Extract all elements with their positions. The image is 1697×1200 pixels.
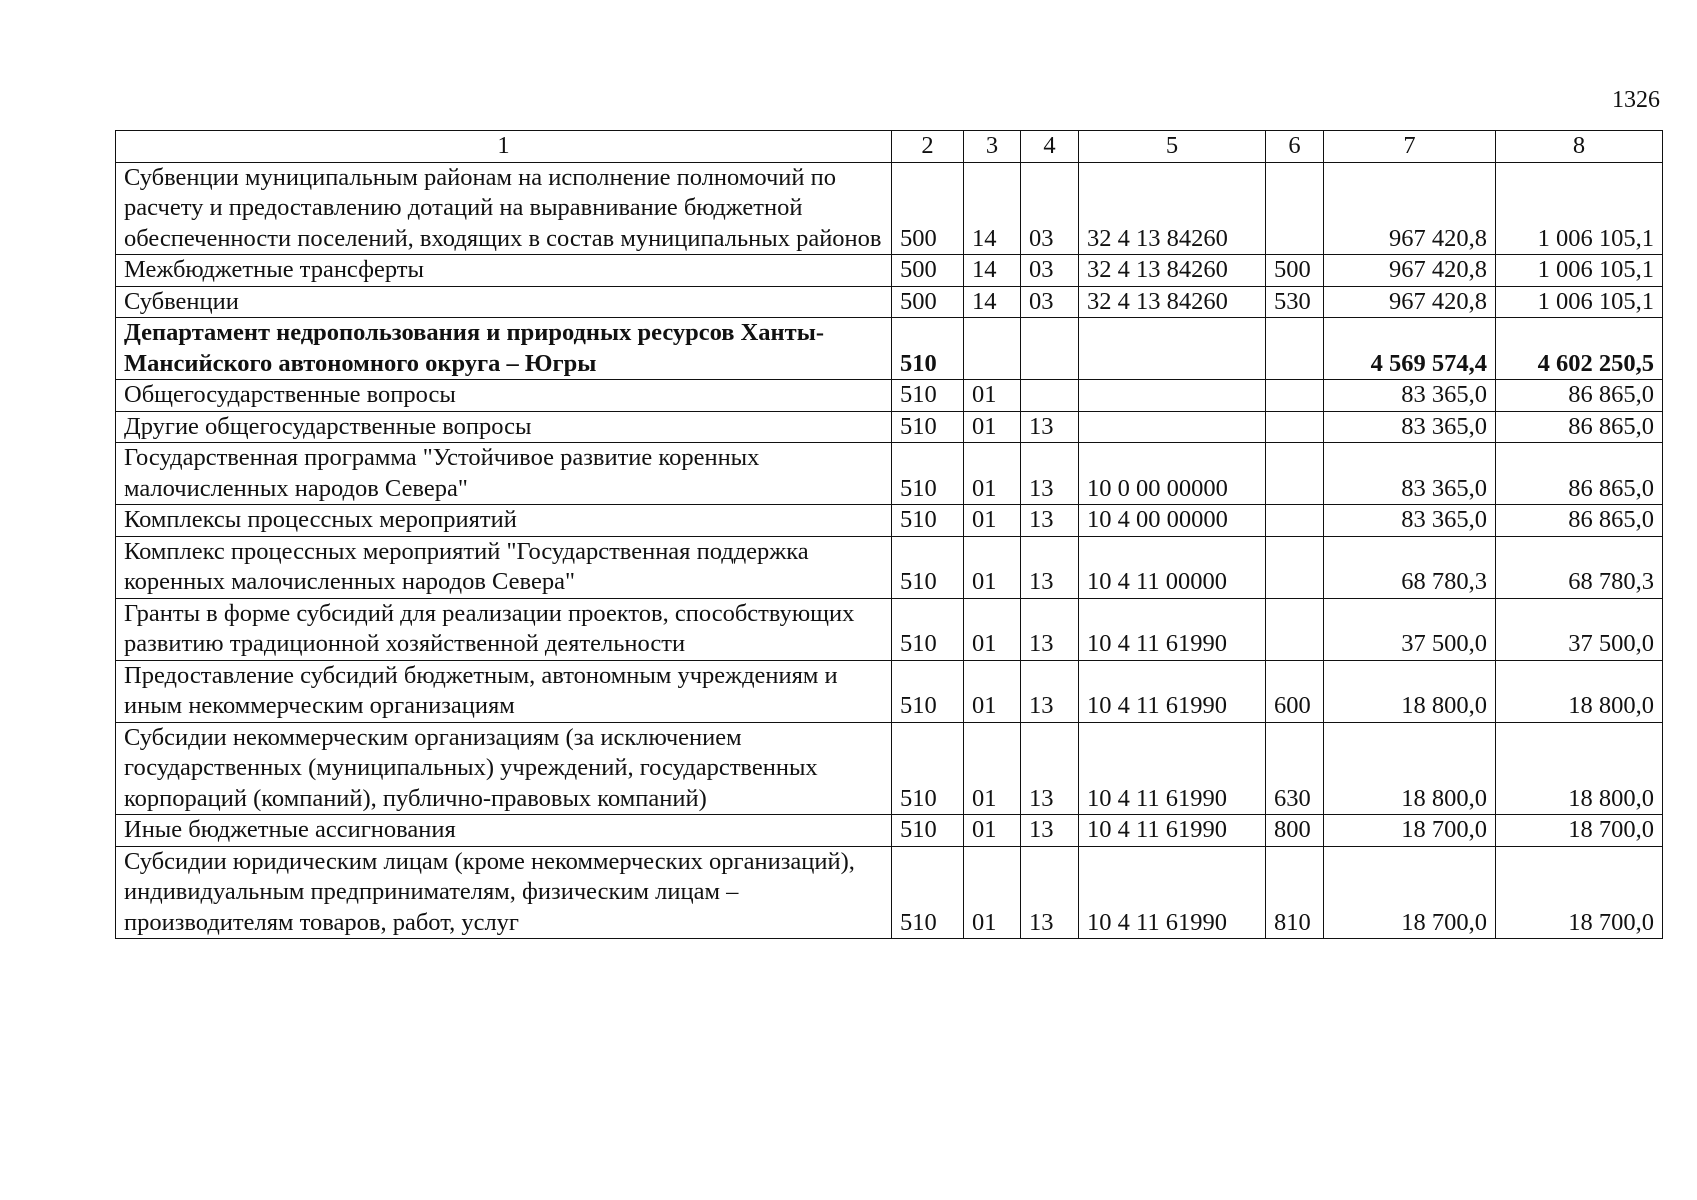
cell-section: 14 bbox=[964, 162, 1021, 255]
cell-amount-year2: 86 865,0 bbox=[1496, 411, 1663, 443]
cell-expense-type bbox=[1266, 505, 1324, 537]
cell-ministry-code: 510 bbox=[892, 318, 964, 380]
cell-ministry-code: 510 bbox=[892, 660, 964, 722]
budget-table bbox=[115, 130, 1663, 939]
cell-expense-type: 530 bbox=[1266, 286, 1324, 318]
cell-subsection: 13 bbox=[1021, 660, 1079, 722]
cell-expense-type bbox=[1266, 443, 1324, 505]
cell-ministry-code: 510 bbox=[892, 411, 964, 443]
cell-subsection: 13 bbox=[1021, 815, 1079, 847]
cell-name: Субвенции bbox=[116, 286, 892, 318]
cell-amount-year2: 18 800,0 bbox=[1496, 660, 1663, 722]
cell-amount-year2: 68 780,3 bbox=[1496, 536, 1663, 598]
cell-ministry-code: 510 bbox=[892, 598, 964, 660]
cell-section: 01 bbox=[964, 815, 1021, 847]
cell-amount-year2: 4 602 250,5 bbox=[1496, 318, 1663, 380]
cell-section: 01 bbox=[964, 536, 1021, 598]
cell-amount-year1: 967 420,8 bbox=[1324, 255, 1496, 287]
cell-section: 01 bbox=[964, 411, 1021, 443]
cell-expense-type: 810 bbox=[1266, 846, 1324, 939]
cell-section: 01 bbox=[964, 505, 1021, 537]
cell-amount-year1: 83 365,0 bbox=[1324, 443, 1496, 505]
cell-target-article: 10 4 00 00000 bbox=[1079, 505, 1266, 537]
table-row bbox=[116, 815, 1663, 847]
table-row bbox=[116, 380, 1663, 412]
column-header: 7 bbox=[1324, 131, 1496, 163]
cell-amount-year1: 4 569 574,4 bbox=[1324, 318, 1496, 380]
cell-amount-year2: 37 500,0 bbox=[1496, 598, 1663, 660]
cell-subsection: 13 bbox=[1021, 505, 1079, 537]
table-row bbox=[116, 318, 1663, 380]
cell-amount-year2: 86 865,0 bbox=[1496, 380, 1663, 412]
cell-name: Субсидии некоммерческим организациям (за исключением государственных (муниципальных) учреждений, государственных корпораций (компаний), публично-правовых компаний) bbox=[116, 722, 892, 815]
cell-ministry-code: 500 bbox=[892, 162, 964, 255]
table-row bbox=[116, 411, 1663, 443]
cell-section: 14 bbox=[964, 255, 1021, 287]
cell-section: 01 bbox=[964, 598, 1021, 660]
cell-expense-type bbox=[1266, 318, 1324, 380]
table-row bbox=[116, 536, 1663, 598]
cell-target-article: 10 4 11 61990 bbox=[1079, 722, 1266, 815]
cell-subsection bbox=[1021, 380, 1079, 412]
cell-ministry-code: 500 bbox=[892, 286, 964, 318]
table-row bbox=[116, 443, 1663, 505]
cell-ministry-code: 510 bbox=[892, 380, 964, 412]
cell-amount-year2: 86 865,0 bbox=[1496, 505, 1663, 537]
cell-ministry-code: 510 bbox=[892, 536, 964, 598]
cell-section: 01 bbox=[964, 722, 1021, 815]
table-body bbox=[116, 162, 1663, 939]
cell-expense-type bbox=[1266, 162, 1324, 255]
cell-expense-type: 800 bbox=[1266, 815, 1324, 847]
cell-amount-year2: 86 865,0 bbox=[1496, 443, 1663, 505]
cell-target-article: 10 0 00 00000 bbox=[1079, 443, 1266, 505]
cell-expense-type bbox=[1266, 380, 1324, 412]
cell-ministry-code: 510 bbox=[892, 722, 964, 815]
cell-name: Комплекс процессных мероприятий "Государственная поддержка коренных малочисленных народов Севера" bbox=[116, 536, 892, 598]
cell-ministry-code: 510 bbox=[892, 815, 964, 847]
table-row bbox=[116, 505, 1663, 537]
cell-amount-year1: 18 700,0 bbox=[1324, 815, 1496, 847]
cell-ministry-code: 500 bbox=[892, 255, 964, 287]
cell-section: 01 bbox=[964, 660, 1021, 722]
cell-name: Государственная программа "Устойчивое развитие коренных малочисленных народов Севера" bbox=[116, 443, 892, 505]
cell-target-article: 10 4 11 61990 bbox=[1079, 598, 1266, 660]
cell-subsection bbox=[1021, 318, 1079, 380]
cell-amount-year1: 83 365,0 bbox=[1324, 411, 1496, 443]
cell-subsection: 13 bbox=[1021, 846, 1079, 939]
cell-amount-year2: 18 700,0 bbox=[1496, 846, 1663, 939]
cell-expense-type bbox=[1266, 598, 1324, 660]
column-header: 5 bbox=[1079, 131, 1266, 163]
column-header: 8 bbox=[1496, 131, 1663, 163]
cell-section: 01 bbox=[964, 846, 1021, 939]
cell-subsection: 13 bbox=[1021, 536, 1079, 598]
cell-target-article: 32 4 13 84260 bbox=[1079, 286, 1266, 318]
cell-subsection: 03 bbox=[1021, 162, 1079, 255]
cell-subsection: 03 bbox=[1021, 255, 1079, 287]
cell-target-article: 10 4 11 00000 bbox=[1079, 536, 1266, 598]
table-row bbox=[116, 162, 1663, 255]
cell-name: Иные бюджетные ассигнования bbox=[116, 815, 892, 847]
cell-name: Другие общегосударственные вопросы bbox=[116, 411, 892, 443]
cell-name: Предоставление субсидий бюджетным, автономным учреждениям и иным некоммерческим организациям bbox=[116, 660, 892, 722]
cell-amount-year2: 1 006 105,1 bbox=[1496, 255, 1663, 287]
cell-amount-year1: 18 800,0 bbox=[1324, 722, 1496, 815]
page-number: 1326 bbox=[1612, 87, 1660, 113]
cell-amount-year1: 37 500,0 bbox=[1324, 598, 1496, 660]
cell-section bbox=[964, 318, 1021, 380]
cell-amount-year1: 967 420,8 bbox=[1324, 286, 1496, 318]
cell-expense-type: 600 bbox=[1266, 660, 1324, 722]
table-header-row bbox=[116, 131, 1663, 163]
cell-target-article bbox=[1079, 411, 1266, 443]
table-row bbox=[116, 598, 1663, 660]
column-header: 6 bbox=[1266, 131, 1324, 163]
cell-amount-year1: 83 365,0 bbox=[1324, 380, 1496, 412]
table-row bbox=[116, 286, 1663, 318]
cell-expense-type bbox=[1266, 411, 1324, 443]
cell-subsection: 13 bbox=[1021, 411, 1079, 443]
cell-amount-year1: 18 700,0 bbox=[1324, 846, 1496, 939]
cell-expense-type: 500 bbox=[1266, 255, 1324, 287]
cell-ministry-code: 510 bbox=[892, 505, 964, 537]
cell-amount-year2: 18 800,0 bbox=[1496, 722, 1663, 815]
cell-target-article: 32 4 13 84260 bbox=[1079, 162, 1266, 255]
column-header: 4 bbox=[1021, 131, 1079, 163]
cell-amount-year1: 967 420,8 bbox=[1324, 162, 1496, 255]
cell-name: Межбюджетные трансферты bbox=[116, 255, 892, 287]
cell-name: Субсидии юридическим лицам (кроме некоммерческих организаций), индивидуальным предпринимателям, физическим лицам – производителям товаров, работ, услуг bbox=[116, 846, 892, 939]
cell-amount-year1: 18 800,0 bbox=[1324, 660, 1496, 722]
cell-amount-year2: 1 006 105,1 bbox=[1496, 286, 1663, 318]
cell-section: 14 bbox=[964, 286, 1021, 318]
column-header: 1 bbox=[116, 131, 892, 163]
table-row bbox=[116, 846, 1663, 939]
table-row bbox=[116, 722, 1663, 815]
cell-expense-type bbox=[1266, 536, 1324, 598]
cell-subsection: 03 bbox=[1021, 286, 1079, 318]
cell-name: Департамент недропользования и природных ресурсов Ханты-Мансийского автономного округа – Югры bbox=[116, 318, 892, 380]
cell-target-article bbox=[1079, 380, 1266, 412]
cell-amount-year2: 18 700,0 bbox=[1496, 815, 1663, 847]
cell-target-article: 10 4 11 61990 bbox=[1079, 815, 1266, 847]
cell-section: 01 bbox=[964, 380, 1021, 412]
cell-subsection: 13 bbox=[1021, 722, 1079, 815]
cell-target-article bbox=[1079, 318, 1266, 380]
cell-amount-year1: 68 780,3 bbox=[1324, 536, 1496, 598]
table-row bbox=[116, 255, 1663, 287]
cell-name: Общегосударственные вопросы bbox=[116, 380, 892, 412]
cell-name: Гранты в форме субсидий для реализации проектов, способствующих развитию традиционной хозяйственной деятельности bbox=[116, 598, 892, 660]
cell-amount-year1: 83 365,0 bbox=[1324, 505, 1496, 537]
cell-subsection: 13 bbox=[1021, 598, 1079, 660]
cell-target-article: 10 4 11 61990 bbox=[1079, 660, 1266, 722]
cell-name: Комплексы процессных мероприятий bbox=[116, 505, 892, 537]
cell-target-article: 32 4 13 84260 bbox=[1079, 255, 1266, 287]
cell-target-article: 10 4 11 61990 bbox=[1079, 846, 1266, 939]
cell-name: Субвенции муниципальным районам на исполнение полномочий по расчету и предоставлению дотаций на выравнивание бюджетной обеспеченности поселений, входящих в состав муниципальных районов bbox=[116, 162, 892, 255]
cell-subsection: 13 bbox=[1021, 443, 1079, 505]
table-row bbox=[116, 660, 1663, 722]
cell-amount-year2: 1 006 105,1 bbox=[1496, 162, 1663, 255]
column-header: 2 bbox=[892, 131, 964, 163]
cell-ministry-code: 510 bbox=[892, 443, 964, 505]
cell-ministry-code: 510 bbox=[892, 846, 964, 939]
column-header: 3 bbox=[964, 131, 1021, 163]
cell-section: 01 bbox=[964, 443, 1021, 505]
cell-expense-type: 630 bbox=[1266, 722, 1324, 815]
